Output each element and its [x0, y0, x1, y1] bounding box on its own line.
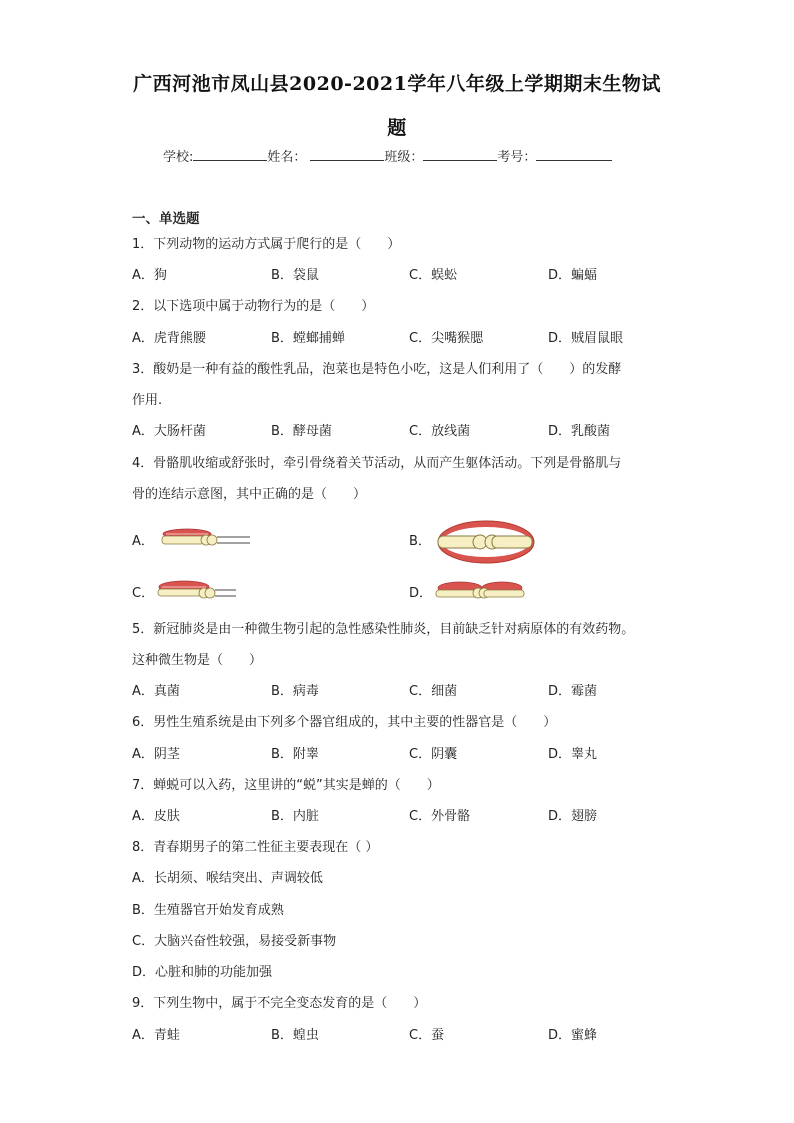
question-8-option-d: D．心脏和肺的功能加强 — [132, 965, 273, 980]
option-a: A．真菌 — [132, 684, 180, 699]
figure-c-muscle-bone — [156, 576, 238, 602]
figure-d-muscle-bone — [434, 576, 526, 602]
question-1-stem: 1．下列动物的运动方式属于爬行的是（ ） — [132, 237, 401, 252]
question-8-option-c: C．大脑兴奋性较强，易接受新事物 — [132, 934, 337, 949]
option-c: C．细菌 — [409, 684, 458, 699]
question-6-options — [132, 743, 692, 761]
option-b: B．蝗虫 — [271, 1028, 319, 1043]
option-b: B．螳螂捕蝉 — [271, 331, 345, 346]
option-d: D．蜜蜂 — [548, 1028, 598, 1043]
question-7-stem: 7．蝉蜕可以入药，这里讲的“蜕”其实是蝉的（ ） — [132, 778, 440, 793]
question-5-options — [132, 680, 692, 698]
option-a: A．大肠杆菌 — [132, 424, 206, 439]
school-blank — [193, 146, 267, 161]
option-c: C．尖嘴猴腮 — [409, 331, 484, 346]
option-a: A．阴茎 — [132, 747, 180, 762]
question-8-option-b: B．生殖器官开始发育成熟 — [132, 903, 284, 918]
class-blank — [423, 146, 497, 161]
question-4-stem-line2: 骨的连结示意图，其中正确的是（ ） — [132, 487, 367, 502]
question-5-stem-line2: 这种微生物是（ ） — [132, 653, 263, 668]
figure-b-muscle-bone — [434, 518, 536, 566]
option-b: B．病毒 — [271, 684, 319, 699]
question-4-stem-line1: 4．骨骼肌收缩或舒张时，牵引骨绕着关节活动，从而产生躯体活动。下列是骨骼肌与 — [132, 456, 622, 471]
question-7-options — [132, 805, 692, 823]
option-b: B．附睾 — [271, 747, 319, 762]
question-8-option-a: A．长胡须、喉结突出、声调较低 — [132, 871, 323, 886]
option-a: A．青蛙 — [132, 1028, 180, 1043]
option-d: D．乳酸菌 — [548, 424, 611, 439]
option-b-label: B． — [409, 534, 431, 549]
option-c-label: C． — [132, 586, 155, 601]
name-label: 姓名： — [267, 150, 307, 165]
question-3-stem-line2: 作用. — [132, 393, 163, 408]
question-6-stem: 6．男性生殖系统是由下列多个器官组成的，其中主要的性器官是（ ） — [132, 715, 557, 730]
option-c: C．阴囊 — [409, 747, 458, 762]
option-c: C．蚕 — [409, 1028, 445, 1043]
option-c: C．蜈蚣 — [409, 268, 458, 283]
question-8-stem: 8．青春期男子的第二性征主要表现在（ ） — [132, 840, 379, 855]
school-label: 学校: — [163, 150, 194, 165]
question-9-stem: 9．下列生物中，属于不完全变态发育的是（ ） — [132, 996, 427, 1011]
section-heading: 一、单选题 — [132, 211, 200, 227]
class-label: 班级： — [384, 150, 424, 165]
student-info-line — [163, 146, 612, 165]
option-a: A．狗 — [132, 268, 167, 283]
option-c: C．外骨骼 — [409, 809, 471, 824]
exam-no-blank — [536, 146, 612, 161]
option-d: D．蝙蝠 — [548, 268, 598, 283]
option-b: B．内脏 — [271, 809, 319, 824]
question-2-stem: 2．以下选项中属于动物行为的是（ ） — [132, 299, 375, 314]
option-d-label: D． — [409, 586, 433, 601]
option-d: D．霉菌 — [548, 684, 598, 699]
option-a-label: A． — [132, 534, 154, 549]
question-9-options — [132, 1024, 692, 1042]
option-b: B．袋鼠 — [271, 268, 319, 283]
question-5-stem-line1: 5．新冠肺炎是由一种微生物引起的急性感染性肺炎，目前缺乏针对病原体的有效药物。 — [132, 622, 635, 637]
page-title-line1: 广西河池市凤山县2020-2021学年八年级上学期期末生物试 — [133, 73, 661, 95]
page-title-line2: 题 — [387, 117, 407, 139]
question-3-stem-line1: 3．酸奶是一种有益的酸性乳品，泡菜也是特色小吃，这是人们利用了（ ）的发酵 — [132, 362, 622, 377]
option-d: D．贼眉鼠眼 — [548, 331, 624, 346]
option-a: A．皮肤 — [132, 809, 180, 824]
question-3-options — [132, 420, 692, 438]
name-blank — [310, 146, 384, 161]
option-a: A．虎背熊腰 — [132, 331, 206, 346]
option-d: D．睾丸 — [548, 747, 598, 762]
question-1-options — [132, 264, 692, 282]
figure-a-muscle-bone — [160, 524, 252, 550]
option-c: C．放线菌 — [409, 424, 471, 439]
option-d: D．翅膀 — [548, 809, 598, 824]
exam-no-label: 考号： — [497, 150, 537, 165]
option-b: B．酵母菌 — [271, 424, 332, 439]
question-2-options — [132, 327, 692, 345]
